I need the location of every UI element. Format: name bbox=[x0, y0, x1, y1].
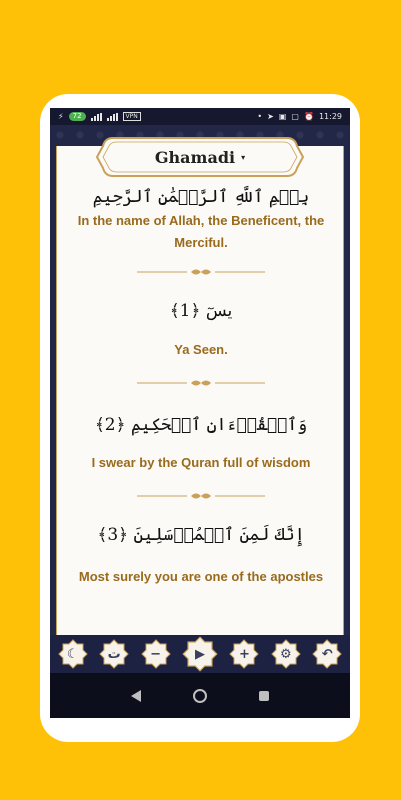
back-button[interactable] bbox=[312, 639, 342, 669]
verse-item-2[interactable] bbox=[57, 414, 345, 435]
app-screen bbox=[50, 108, 350, 718]
verse-arabic: إِنَّكَ لَمِنَ ٱلۡمُرۡسَلِينَ ﴿3﴾ bbox=[97, 525, 305, 545]
verse-translation-block-2 bbox=[57, 452, 345, 474]
battery-badge: 72 bbox=[69, 112, 86, 121]
settings-button[interactable] bbox=[271, 639, 301, 669]
verse-item-3[interactable] bbox=[57, 524, 345, 545]
verse-arabic: بِسۡمِ ٱللَّهِ ٱلرَّحۡمَٰنِ ٱلرَّحِيمِ bbox=[92, 187, 310, 207]
transliteration-button[interactable] bbox=[99, 639, 129, 669]
moon-icon: ☾ bbox=[66, 646, 79, 662]
sim-icon: ▢ bbox=[291, 112, 299, 121]
increase-font-button[interactable] bbox=[229, 639, 259, 669]
verse-translation: Ya Seen. bbox=[174, 342, 228, 357]
undo-arrow-icon: ↶ bbox=[321, 646, 333, 662]
more-icon: • bbox=[257, 112, 263, 121]
verse-translation-block-1 bbox=[57, 339, 345, 361]
app-notification-icon: ▣ bbox=[278, 112, 287, 121]
verse-translation: Most surely you are one of the apostles bbox=[78, 569, 324, 584]
verse-list[interactable] bbox=[56, 146, 344, 636]
nav-home-icon[interactable] bbox=[193, 689, 207, 703]
divider-ornament bbox=[137, 491, 265, 501]
divider-ornament bbox=[137, 267, 265, 277]
verse-item-1[interactable] bbox=[57, 300, 345, 321]
reciter-selector[interactable] bbox=[95, 134, 305, 180]
verse-arabic: وَٱلۡقُرۡءَانِ ٱلۡحَكِيمِ ﴿2﴾ bbox=[94, 415, 308, 435]
nav-back-icon[interactable] bbox=[131, 690, 141, 702]
basmala-item bbox=[57, 186, 345, 207]
alarm-icon: ⏰ bbox=[303, 112, 314, 121]
playback-toolbar bbox=[50, 635, 350, 673]
verse-translation: In the name of Allah, the Beneficent, the Merciful. bbox=[77, 213, 325, 250]
verse-arabic: يسٓ ﴿1﴾ bbox=[169, 301, 233, 321]
device-frame bbox=[40, 94, 360, 742]
verse-translation: I swear by the Quran full of wisdom bbox=[91, 455, 311, 470]
nav-recents-icon[interactable] bbox=[259, 691, 269, 701]
system-navigation-bar bbox=[50, 673, 350, 718]
arabic-letter-icon: ت bbox=[107, 646, 121, 662]
dropdown-caret-icon: ▾ bbox=[241, 152, 246, 162]
night-mode-button[interactable] bbox=[58, 639, 88, 669]
plus-icon: + bbox=[238, 646, 250, 662]
signal-icon-2 bbox=[107, 113, 118, 121]
location-icon: ➤ bbox=[267, 112, 274, 121]
divider-ornament bbox=[137, 378, 265, 388]
clock-time: 11:29 bbox=[318, 112, 342, 121]
decrease-font-button[interactable] bbox=[141, 639, 171, 669]
signal-icon bbox=[91, 113, 102, 121]
play-icon: ▶ bbox=[194, 646, 205, 662]
status-bar bbox=[50, 108, 350, 125]
reciter-name: Ghamadi bbox=[154, 147, 236, 167]
verse-translation-block-3 bbox=[57, 566, 345, 588]
basmala-translation-block bbox=[57, 210, 345, 254]
gear-icon: ⚙ bbox=[279, 646, 292, 662]
vpn-badge: VPN bbox=[123, 112, 141, 121]
flash-icon: ⚡ bbox=[58, 112, 64, 121]
minus-icon: − bbox=[150, 646, 161, 662]
play-button[interactable] bbox=[182, 636, 218, 672]
